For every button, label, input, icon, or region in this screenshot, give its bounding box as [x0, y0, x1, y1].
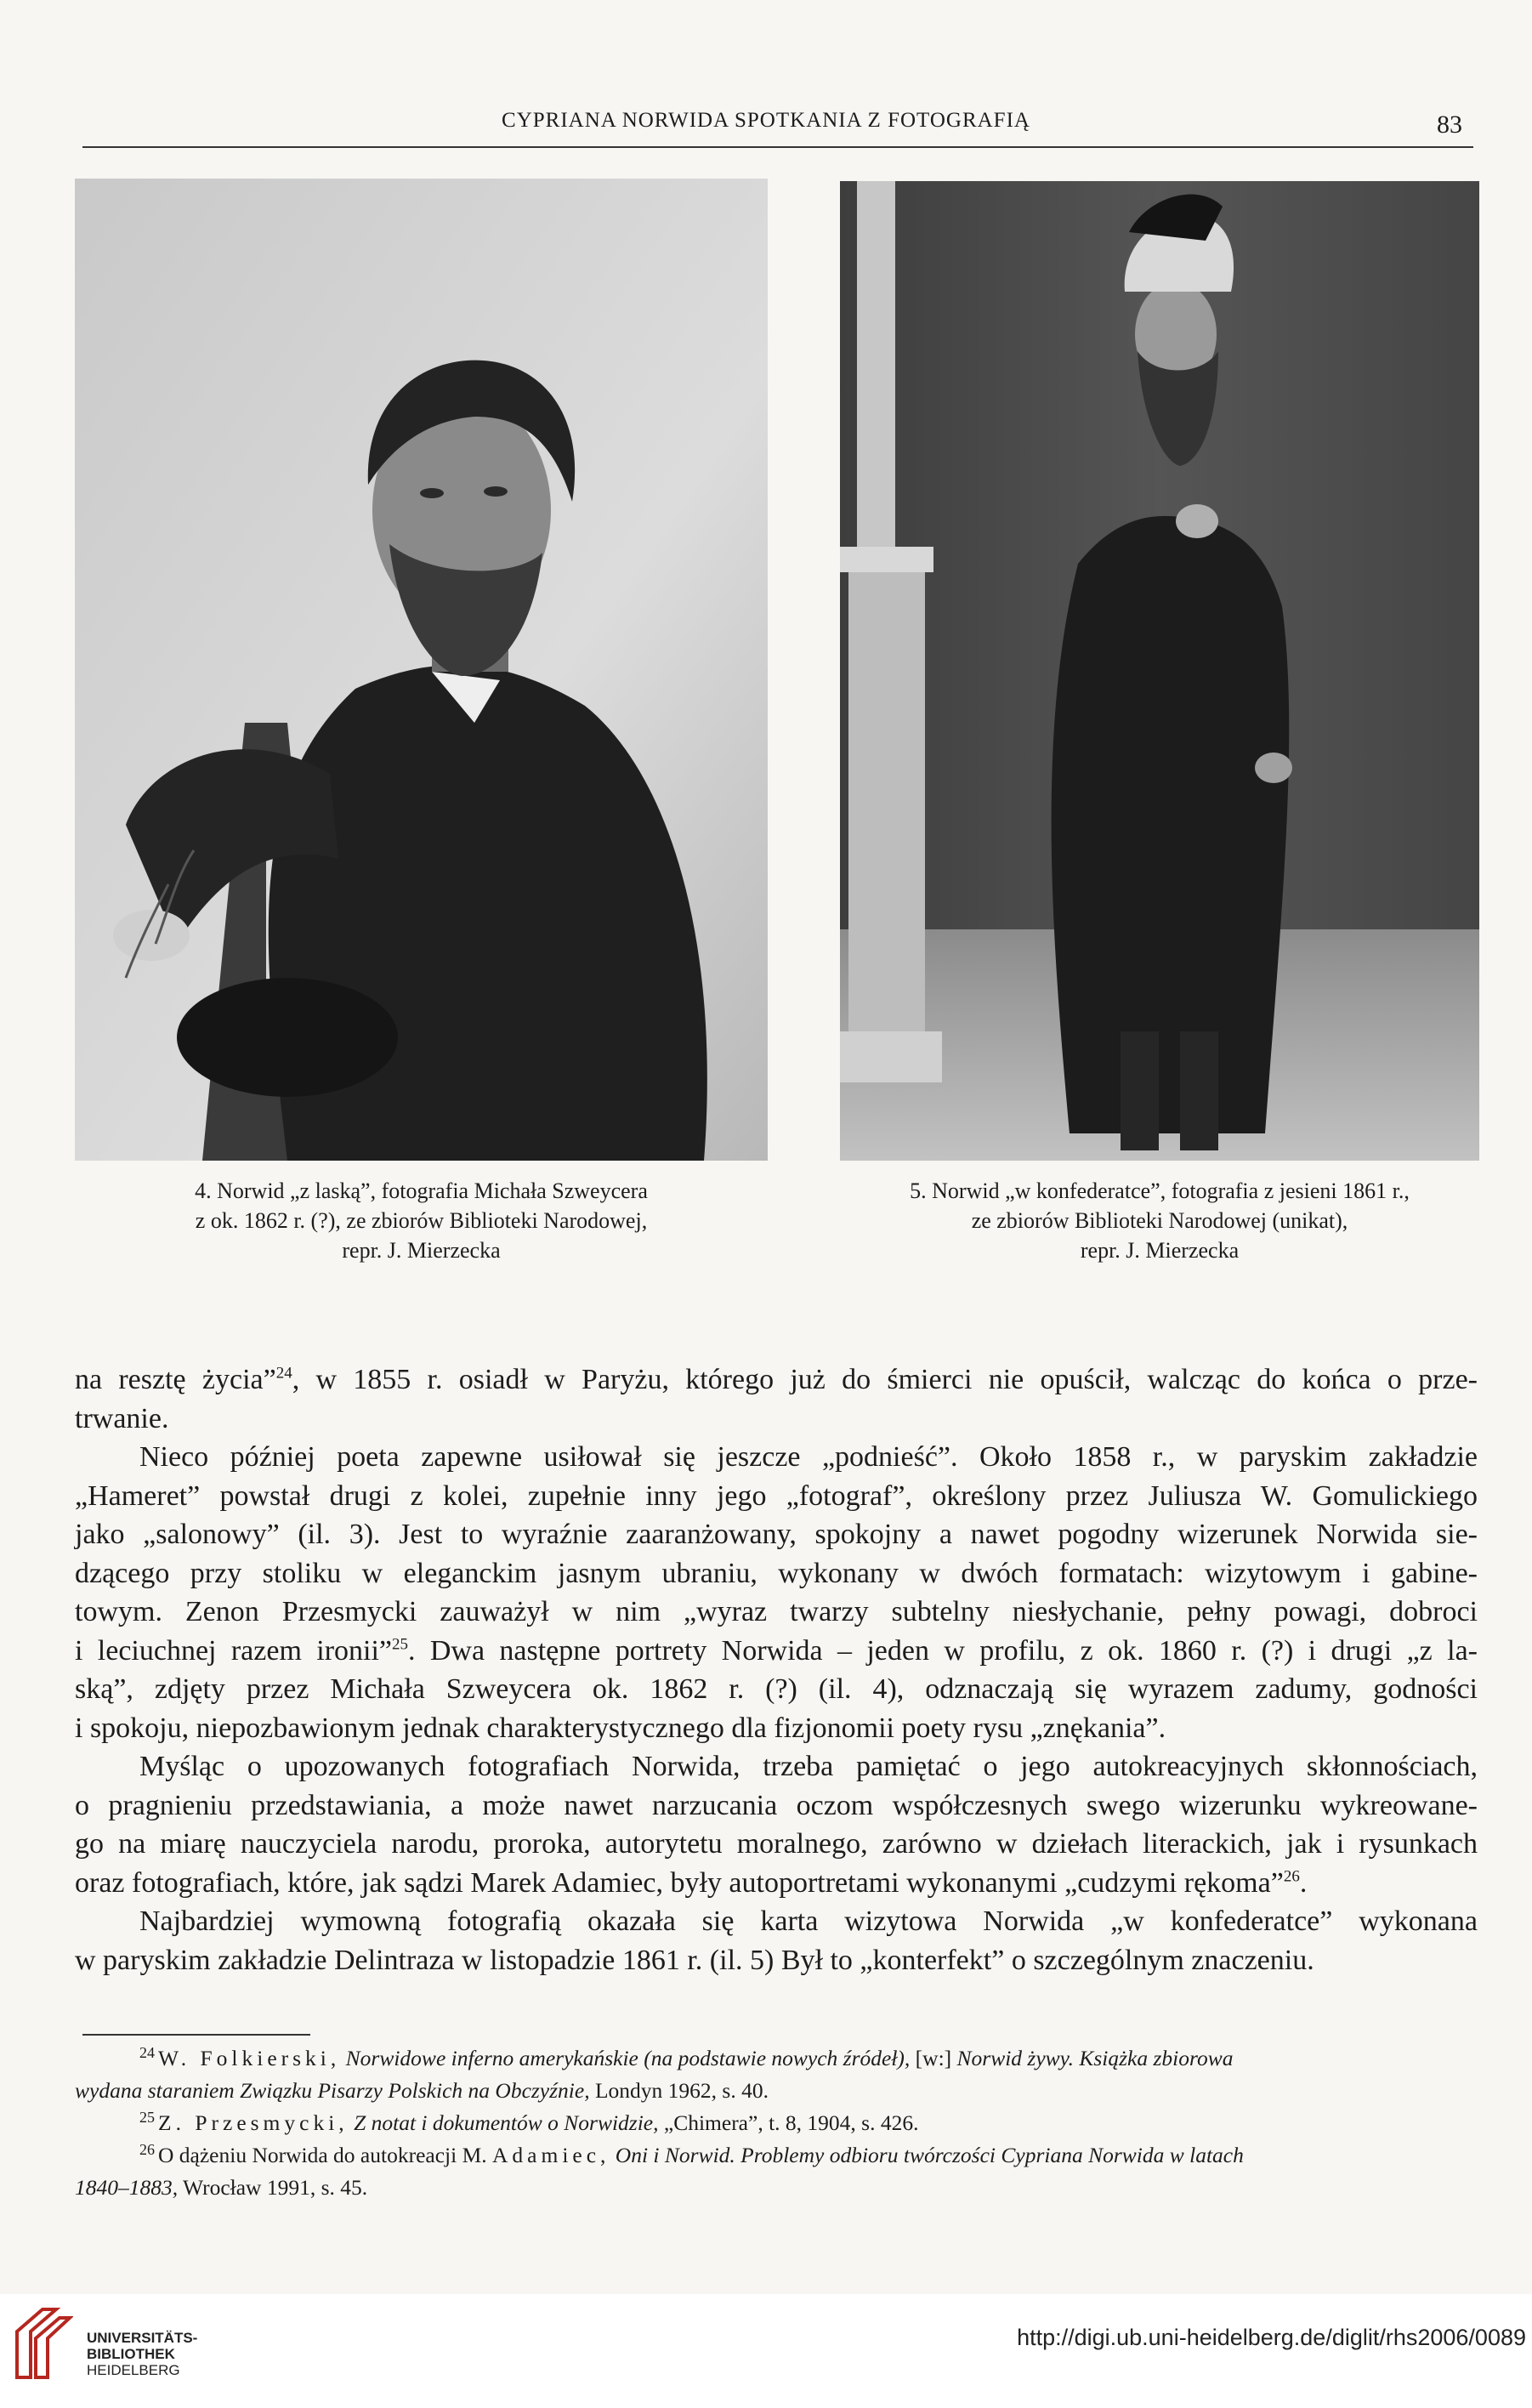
footnote-number: 24: [139, 2043, 155, 2061]
text-line: go na miarę nauczyciela narodu, proroka, autorytetu moralnego, zarówno w dziełach literackich, jak i rysunkach: [75, 1828, 1478, 1860]
library-name-line: BIBLIOTHEK: [87, 2346, 175, 2362]
footnote-24-cont: [75, 2075, 1478, 2107]
text-line: w paryskim zakładzie Delintraza w listopadzie 1861 r. (il. 5) Był to „konterfekt” o szczególnym znaczeniu.: [75, 1944, 1314, 1976]
footnote-title: Norwid żywy. Książka zbiorowa: [956, 2046, 1234, 2070]
footnote-24: [75, 2042, 1478, 2075]
text-line: Myśląc o upozowanych fotografiach Norwida, trzeba pamiętać o jego autokreacyjnych skłonnościach,: [139, 1751, 1478, 1782]
footnote-text: O dążeniu Norwida do autokreacji M.: [158, 2143, 487, 2167]
footnote-26: [75, 2139, 1478, 2172]
text-line: [75, 1360, 1478, 1400]
caption-line: ze zbiorów Biblioteki Narodowej (unikat),: [971, 1208, 1348, 1233]
page-number: 83: [1437, 111, 1462, 139]
body-text: [75, 1360, 1478, 1979]
footnote-title: Norwidowe inferno amerykańskie (na podstawie nowych źródeł),: [345, 2046, 911, 2070]
figure-5-caption: [840, 1176, 1479, 1265]
footnote-author: Z. Przesmycki,: [158, 2110, 349, 2135]
text-line: „Hameret” powstał drugi z kolei, zupełnie inny jego „fotograf”, określony przez Juliusza W. Gomulickiego: [75, 1479, 1478, 1512]
footnote-rule: [82, 2034, 310, 2036]
caption-line: repr. J. Mierzecka: [342, 1238, 501, 1263]
caption-line: 4. Norwid „z laską”, fotografia Michała Szweycera: [195, 1178, 648, 1203]
caption-line: z ok. 1862 r. (?), ze zbiorów Biblioteki Narodowej,: [195, 1208, 648, 1233]
text-line: [75, 1632, 1478, 1671]
footnote-author: W. Folkierski,: [158, 2046, 341, 2070]
photo-norwid-in-confederatka: [840, 181, 1479, 1161]
footnote-number: 26: [139, 2140, 155, 2158]
text-span: .: [1299, 1866, 1308, 1899]
photo-norwid-with-cane: [75, 179, 768, 1161]
library-name: [87, 2330, 197, 2378]
footer-bar: [0, 2294, 1532, 2408]
figure-4-caption: [75, 1176, 768, 1265]
text-line: dzącego przy stoliku w eleganckim jasnym ubraniu, wykonany w dwóch formatach: wizytowym i gabine-: [75, 1557, 1478, 1589]
footnote-26-cont: [75, 2172, 1478, 2204]
footnote-text: „Chimera”, t. 8, 1904, s. 426.: [663, 2110, 919, 2135]
text-span: na resztę życia”: [75, 1364, 276, 1395]
running-header-title: CYPRIANA NORWIDA SPOTKANIA Z FOTOGRAFIĄ: [502, 109, 1030, 132]
footnotes: [75, 2042, 1478, 2204]
footnote-text: Londyn 1962, s. 40.: [594, 2078, 769, 2103]
text-line: Najbardziej wymowną fotografią okazała się karta wizytowa Norwida „w konfederatce” wykonana: [139, 1905, 1478, 1937]
library-logo-icon[interactable]: [14, 2306, 73, 2381]
text-line: jako „salonowy” (il. 3). Jest to wyraźnie zaaranżowany, spokojny a nawet pogodny wizerunek Norwida sie-: [75, 1519, 1478, 1550]
library-name-line: HEIDELBERG: [87, 2362, 180, 2378]
footnote-title: Z notat i dokumentów o Norwidzie,: [354, 2110, 659, 2135]
header-rule: [82, 146, 1473, 148]
text-line: Nieco później poeta zapewne usiłował się jeszcze „podnieść”. Około 1858 r., w paryskim zakładzie: [139, 1441, 1478, 1473]
text-line: i spokoju, niepozbawionym jednak charakterystycznego dla fizjonomii poety rysu „znękania”.: [75, 1712, 1166, 1744]
footnote-text: Wrocław 1991, s. 45.: [183, 2175, 368, 2200]
footnote-text: [w:]: [915, 2046, 952, 2070]
footnote-ref-25[interactable]: 25: [392, 1635, 408, 1654]
footnote-ref-24[interactable]: 24: [275, 1364, 292, 1383]
text-span: oraz fotografiach, które, jak sądzi Marek Adamiec, były autoportretami wykonanymi „cudzymi rękoma”: [75, 1866, 1284, 1899]
footnote-author: Adamiec,: [492, 2143, 610, 2167]
source-url-link[interactable]: http://digi.ub.uni-heidelberg.de/diglit/rhs2006/0089: [1017, 2325, 1526, 2350]
text-line: trwanie.: [75, 1402, 169, 1434]
library-name-line: UNIVERSITÄTS-: [87, 2330, 198, 2346]
footnote-ref-26[interactable]: 26: [1283, 1867, 1300, 1886]
footnote-title: wydana staraniem Związku Pisarzy Polskich na Obczyźnie,: [75, 2078, 590, 2103]
caption-line: 5. Norwid „w konfederatce”, fotografia z jesieni 1861 r.,: [910, 1178, 1410, 1203]
text-line: towym. Zenon Przesmycki zauważył w nim „wyraz twarzy subtelny niesłychanie, pełny powagi, dobroci: [75, 1596, 1478, 1627]
text-span: , w 1855 r. osiadł w Paryżu, którego już do śmierci nie opuścił, walcząc do końca o prze-: [292, 1364, 1478, 1395]
footnote-number: 25: [139, 2108, 155, 2126]
caption-line: repr. J. Mierzecka: [1080, 1238, 1240, 1263]
text-line: ską”, zdjęty przez Michała Szweycera ok. 1862 r. (?) (il. 4), odznaczają się wyrazem zadumy, godności: [75, 1673, 1478, 1705]
text-span: . Dwa następne portrety Norwida – jeden w profilu, z ok. 1860 r. (?) i drugi „z la-: [408, 1634, 1478, 1667]
footnote-title: Oni i Norwid. Problemy odbioru twórczości Cypriana Norwida w latach: [615, 2143, 1244, 2167]
text-line: o pragnieniu przedstawiania, a może nawet narzucania oczom współczesnych swego wizerunku wykreowane-: [75, 1789, 1478, 1821]
footnote-25: [75, 2107, 1478, 2139]
text-span: i leciuchnej razem ironii”: [75, 1634, 392, 1667]
text-line: [75, 1864, 1478, 1903]
footnote-title: 1840–1883,: [75, 2175, 179, 2200]
